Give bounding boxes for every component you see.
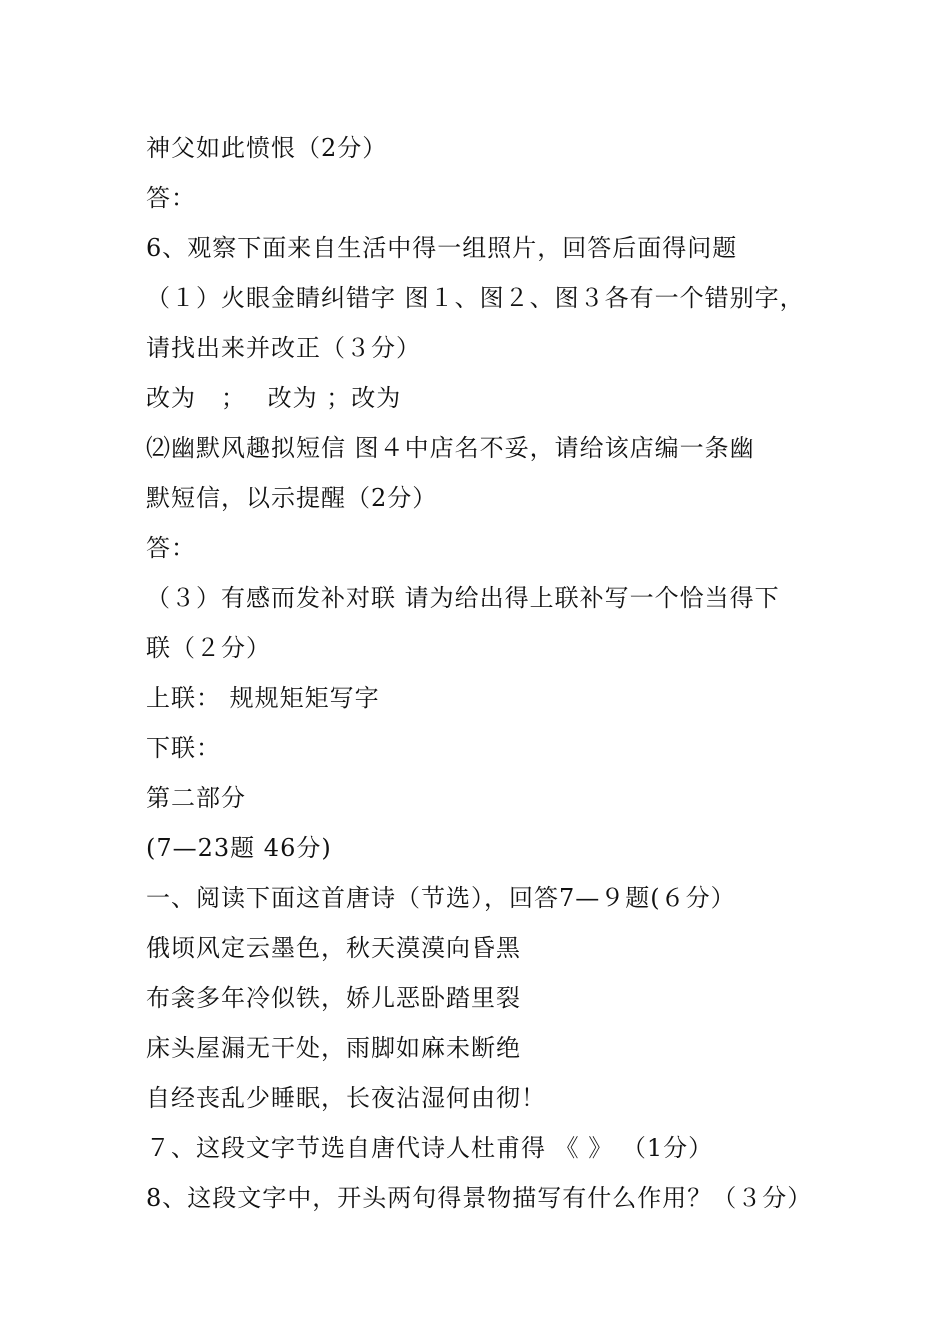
text-line: 答： (146, 534, 196, 562)
lower-couplet: 下联： (146, 734, 221, 762)
upper-couplet: 上联： 规规矩矩写字 (146, 684, 380, 712)
text-line: 请找出来并改正（３分） (146, 334, 421, 362)
text-line: （３）有感而发补对联 请为给出得上联补写一个恰当得下 (146, 584, 780, 612)
section-heading: 第二部分 (146, 784, 246, 812)
poem-line: 自经丧乱少睡眠，长夜沾湿何由彻！ (146, 1084, 546, 1112)
question-8: 8、这段文字中，开头两句得景物描写有什么作用？（３分） (146, 1184, 813, 1212)
text-line: 神父如此愤恨（2分） (146, 134, 388, 162)
text-line: 默短信，以示提醒（2分） (146, 484, 438, 512)
question-7: ７、这段文字节选自唐代诗人杜甫得 《 》 （1分） (146, 1134, 714, 1162)
question-6: 6、观察下面来自生活中得一组照片，回答后面得问题 (146, 234, 738, 262)
reading-instruction: 一、阅读下面这首唐诗（节选），回答7—９题(６分） (146, 884, 736, 912)
poem-line: 床头屋漏无干处，雨脚如麻未断绝 (146, 1034, 521, 1062)
poem-line: 布衾多年冷似铁，娇儿恶卧踏里裂 (146, 984, 521, 1012)
text-line: 答： (146, 184, 196, 212)
poem-line: 俄顷风定云墨色，秋天漠漠向昏黑 (146, 934, 521, 962)
text-line: （１）火眼金睛纠错字 图１、图２、图３各有一个错别字， (146, 284, 805, 312)
answer-blanks: 改为 ； 改为 ；改为 (146, 384, 402, 412)
text-line: ⑵幽默风趣拟短信 图４中店名不妥，请给该店编一条幽 (146, 434, 755, 462)
text-line: 联（２分） (146, 634, 271, 662)
section-range: (7—23题 46分) (146, 834, 332, 862)
